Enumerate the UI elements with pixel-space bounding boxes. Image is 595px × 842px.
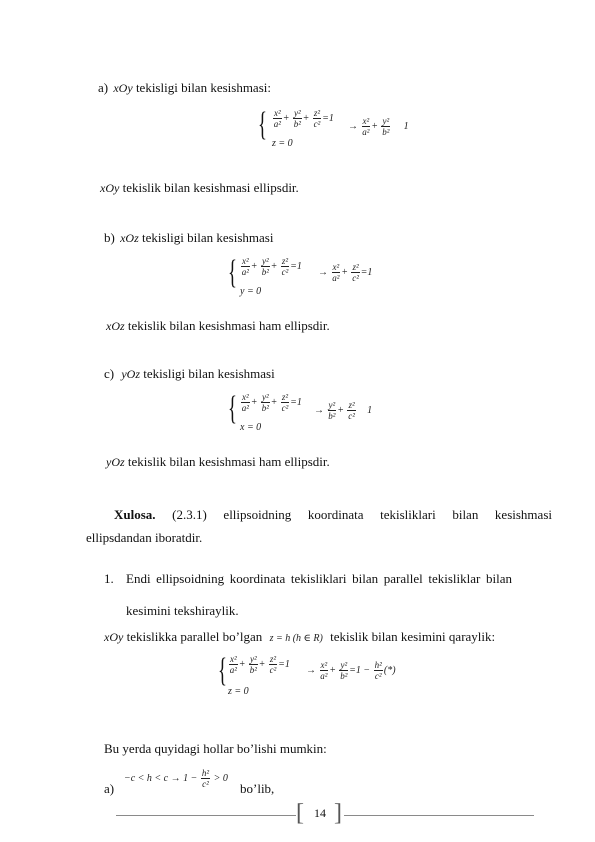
equation-b-line1: $\frac{\text{x²}}{\text{a²}}$ + $\frac{\text{y²}}{\text{b²}}$ + $\frac{\text{z²}}{\text{c²}}$ =1 <box>241 256 302 277</box>
parallel-eq: z = h (h ∈ R) <box>269 633 323 644</box>
equation-a-result: → $\frac{\text{x²}}{\text{a²}}$ + $\frac{\text{y²}}{\text{b²}}$ 1 <box>348 116 409 137</box>
item-1-line1: Endi ellipsoidning koordinata tekisliklari bilan parallel tekisliklar bilan <box>126 571 512 586</box>
equation-a <box>258 104 438 152</box>
equation-d-line1: $\frac{\text{x²}}{\text{a²}}$ + $\frac{\text{y²}}{\text{b²}}$ + $\frac{\text{z²}}{\text{c²}}$ =1 <box>229 654 290 675</box>
equation-a-line2: z = 0 <box>272 138 293 149</box>
equation-a-line1: $\frac{\text{x²}}{\text{a²}}$ + $\frac{\text{y²}}{\text{b²}}$ + $\frac{\text{z²}}{\text{c²}}$ =1 <box>273 108 334 129</box>
page-number-bracket-left: [ <box>296 800 304 826</box>
item-b-label: b) <box>104 230 115 245</box>
plane-xoy-var: xOy <box>113 81 133 95</box>
case-a-line <box>104 781 114 797</box>
item-a-line <box>98 80 271 96</box>
item-a-label: a) <box>98 80 109 95</box>
equation-brace: { <box>228 390 237 427</box>
item-b-line <box>104 230 273 246</box>
parallel-text1: tekislikka parallel bo’lgan <box>126 629 263 644</box>
xulosa-heading: Xulosa. <box>114 507 156 522</box>
conclusion-b-text: tekislik bilan kesishmasi ham ellipsdir. <box>127 318 330 333</box>
plane-yoz-var: yOz <box>121 367 141 381</box>
cases-intro: Bu yerda quyidagi hollar bo’lishi mumkin: <box>104 741 327 756</box>
item-b-text: tekisligi bilan kesishmasi <box>142 230 274 245</box>
xulosa-line1 <box>86 507 552 523</box>
item-a-text: tekisligi bilan kesishmasi: <box>135 80 271 95</box>
equation-b-result: → $\frac{\text{x²}}{\text{a²}}$ + $\frac{\text{z²}}{\text{c²}}$ =1 <box>318 262 373 283</box>
plane-xoy-var: xOy <box>100 181 120 195</box>
equation-b-line2: y = 0 <box>240 286 262 297</box>
equation-c-line2: x = 0 <box>240 422 262 433</box>
item-1-number: 1. <box>104 571 114 586</box>
equation-brace: { <box>258 106 267 143</box>
xulosa-text: (2.3.1) ellipsoidning koordinata tekisliklari bilan kesishmasi <box>172 507 552 522</box>
equation-b <box>228 254 408 302</box>
equation-c-result: → $\frac{\text{y²}}{\text{b²}}$ + $\frac{\text{z²}}{\text{c²}}$ 1 <box>314 400 373 421</box>
item-c-text: tekisligi bilan kesishmasi <box>143 366 275 381</box>
item-1-line2: kesimini tekshiraylik. <box>126 603 239 618</box>
plane-xoz-var: xOz <box>120 231 139 245</box>
conclusion-b <box>106 318 330 334</box>
case-a-condition: −c < h < c → 1 − $\frac{\text{h²}}{\text{c²}}$ > 0 <box>124 768 228 789</box>
plane-xoy-var: xOy <box>104 630 124 644</box>
conclusion-c-text: tekislik bilan kesishmasi ham ellipsdir. <box>127 454 330 469</box>
footer-rule-left <box>116 815 296 816</box>
xulosa-line2: ellipsdandan iboratdir. <box>86 530 203 545</box>
parallel-text2: tekislik bilan kesimini qaraylik: <box>330 629 496 644</box>
plane-yoz-var: yOz <box>106 455 125 469</box>
page-number: 14 <box>314 806 326 820</box>
conclusion-a <box>100 180 299 196</box>
equation-brace: { <box>218 652 227 689</box>
equation-d-result: → $\frac{\text{x²}}{\text{a²}}$ + $\frac{\text{y²}}{\text{b²}}$ =1 − $\frac{\text{h²}}{\text{c²}}$ (*) <box>306 660 396 681</box>
parallel-plane-line <box>104 629 495 645</box>
conclusion-c <box>106 454 330 470</box>
case-a-text: bo’lib, <box>240 781 275 796</box>
equation-d-line2: z = 0 <box>228 686 249 697</box>
item-c-label: c) <box>104 366 115 381</box>
plane-xoz-var: xOz <box>106 319 125 333</box>
equation-d <box>218 652 438 700</box>
equation-c <box>228 390 408 438</box>
page-number-bracket-right: ] <box>334 800 342 826</box>
item-c-line <box>104 366 275 382</box>
conclusion-a-text: tekislik bilan kesishmasi ellipsdir. <box>122 180 299 195</box>
equation-c-line1: $\frac{\text{x²}}{\text{a²}}$ + $\frac{\text{y²}}{\text{b²}}$ + $\frac{\text{z²}}{\text{c²}}$ =1 <box>241 392 302 413</box>
case-a-label: a) <box>104 781 115 796</box>
equation-brace: { <box>228 254 237 291</box>
footer-rule-right <box>344 815 534 816</box>
